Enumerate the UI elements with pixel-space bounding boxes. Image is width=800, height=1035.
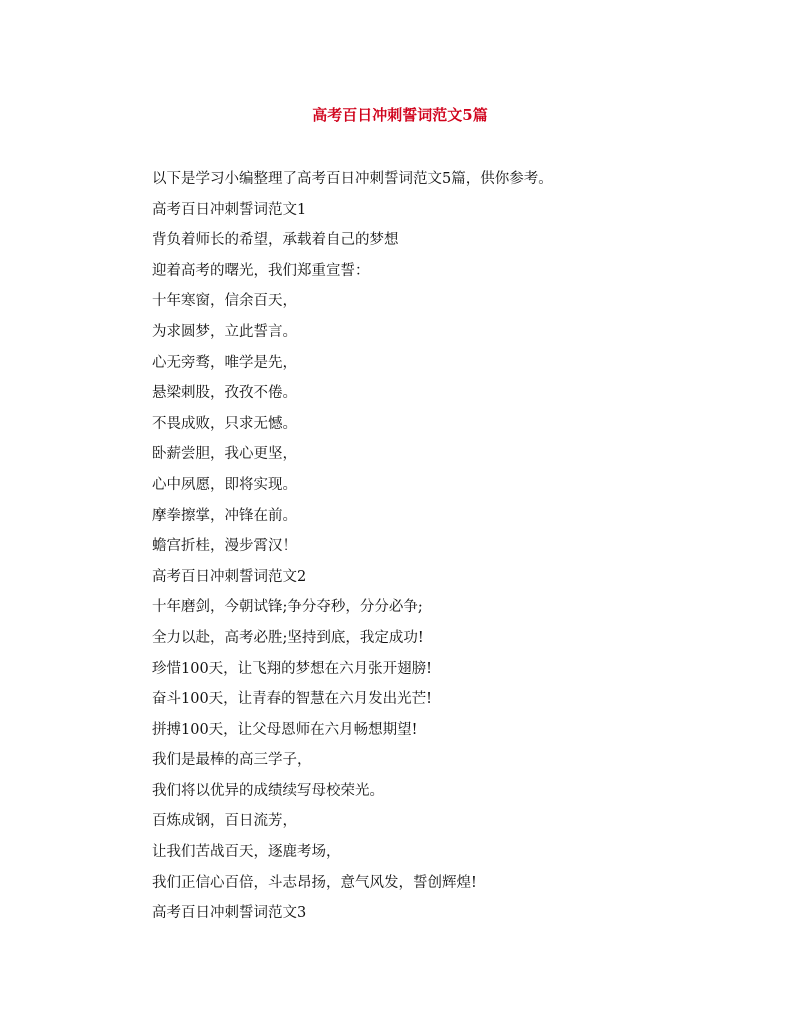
body-line: 心无旁骛，唯学是先， <box>152 354 297 371</box>
body-line: 为求圆梦，立此誓言。 <box>152 323 297 340</box>
section-heading: 高考百日冲刺誓词范文2 <box>152 568 307 585</box>
section-heading: 高考百日冲刺誓词范文1 <box>152 201 307 218</box>
body-line: 十年寒窗，信余百天， <box>152 293 297 310</box>
body-line: 我们将以优异的成绩续写母校荣光。 <box>152 782 384 799</box>
section-heading: 高考百日冲刺誓词范文3 <box>152 905 307 922</box>
body-line: 珍惜100天，让飞翔的梦想在六月张开翅膀! <box>152 660 433 677</box>
body-line: 百炼成钢，百日流芳， <box>152 813 297 830</box>
body-line: 让我们苦战百天，逐鹿考场， <box>152 844 341 861</box>
body-line: 十年磨剑，今朝试锋;争分夺秒，分分必争; <box>152 599 423 616</box>
document-body <box>152 164 672 929</box>
body-line: 悬梁刺股，孜孜不倦。 <box>152 385 297 402</box>
body-line: 不畏成败，只求无憾。 <box>152 415 297 432</box>
body-line: 奋斗100天，让青春的智慧在六月发出光芒! <box>152 691 433 708</box>
body-line: 全力以赴，高考必胜;坚持到底，我定成功! <box>152 629 424 646</box>
body-line: 蟾宫折桂，漫步霄汉！ <box>152 538 297 555</box>
body-line: 我们正信心百倍，斗志昂扬，意气风发，誓创辉煌! <box>152 874 477 891</box>
body-line: 卧薪尝胆，我心更坚， <box>152 446 297 463</box>
body-line: 迎着高考的曙光，我们郑重宣誓： <box>152 262 370 279</box>
body-line: 背负着师长的希望，承载着自己的梦想 <box>152 232 399 249</box>
body-line: 心中夙愿，即将实现。 <box>152 476 297 493</box>
body-line: 拼搏100天，让父母恩师在六月畅想期望! <box>152 721 418 738</box>
body-line: 以下是学习小编整理了高考百日冲刺誓词范文5篇，供你参考。 <box>152 171 553 187</box>
body-line: 我们是最棒的高三学子， <box>152 752 312 769</box>
document-title: 高考百日冲刺誓词范文5篇 <box>312 106 488 124</box>
body-line: 摩拳擦掌，冲锋在前。 <box>152 507 297 524</box>
